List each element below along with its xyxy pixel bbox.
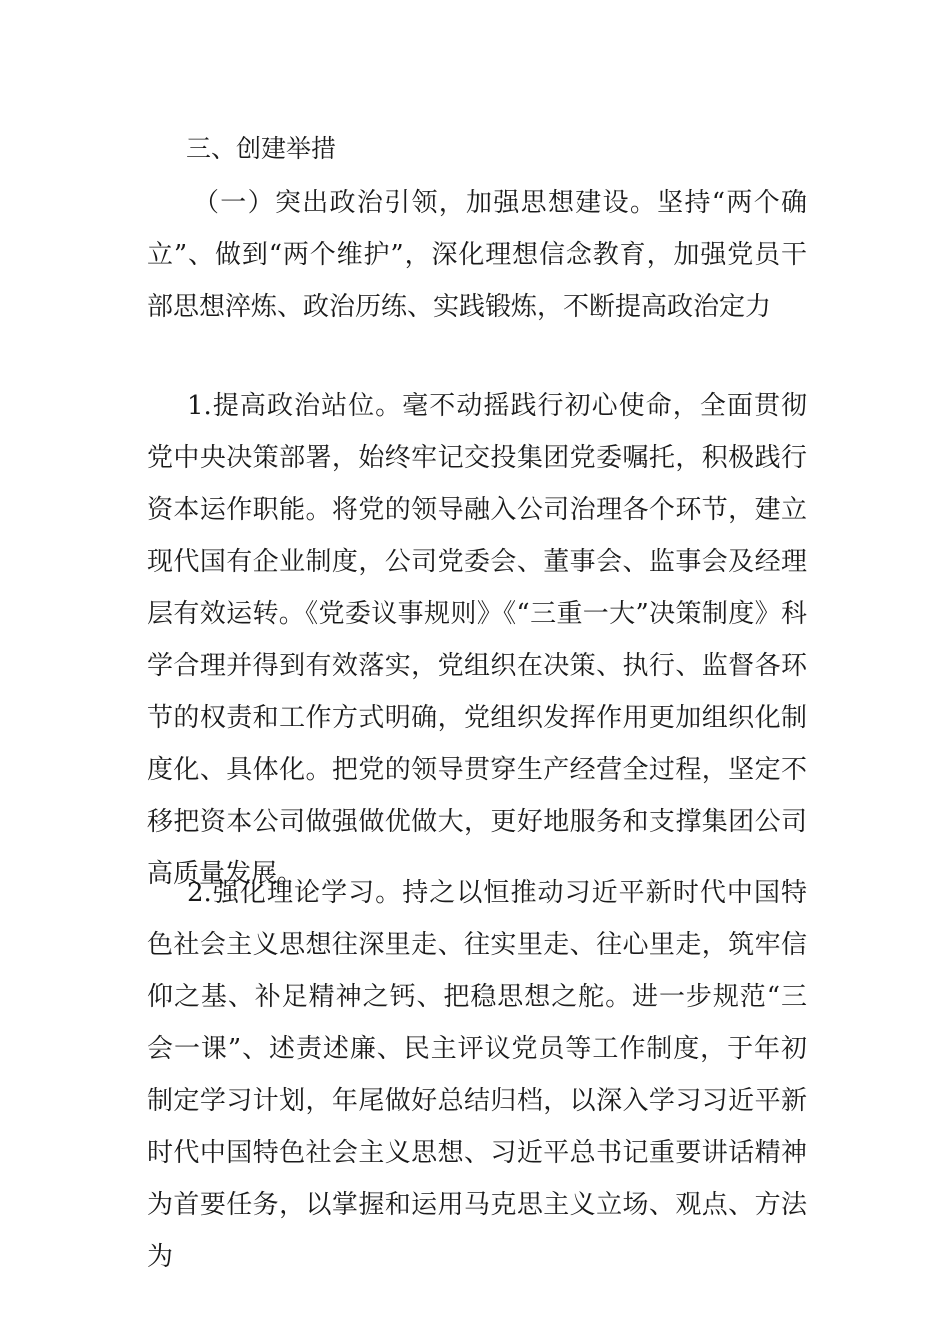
paragraph-political-standing: 1.提高政治站位。毫不动摇践行初心使命，全面贯彻党中央决策部署，始终牢记交投集团党委嘱托，积极践行资本运作职能。将党的领导融入公司治理各个环节，建立现代国有企业制度，公司党委会、董事会、监事会及经理层有效运转。《党委议事规则》《“三重一大”决策制度》科学合理并得到有效落实，党组织在决策、执行、监督各环节的权责和工作方式明确，党组织发挥作用更加组织化制度化、具体化。把党的领导贯穿生产经营全过程，坚定不移把资本公司做强做优做大，更好地服务和支撑集团公司高质量发展。	[147, 391, 807, 889]
section-heading: 三、创建举措	[186, 134, 337, 163]
paragraph-political-leadership: （一）突出政治引领，加强思想建设。坚持“两个确立”、做到“两个维护”，深化理想信念教育，加强党员干部思想淬炼、政治历练、实践锻炼，不断提高政治定力	[147, 188, 807, 322]
paragraph-theory-study: 2.强化理论学习。持之以恒推动习近平新时代中国特色社会主义思想往深里走、往实里走、往心里走，筑牢信仰之基、补足精神之钙、把稳思想之舵。进一步规范“三会一课”、述责述廉、民主评议党员等工作制度，于年初制定学习计划，年尾做好总结归档，以深入学习习近平新时代中国特色社会主义思想、习近平总书记重要讲话精神为首要任务，以掌握和运用马克思主义立场、观点、方法为	[147, 878, 807, 1272]
